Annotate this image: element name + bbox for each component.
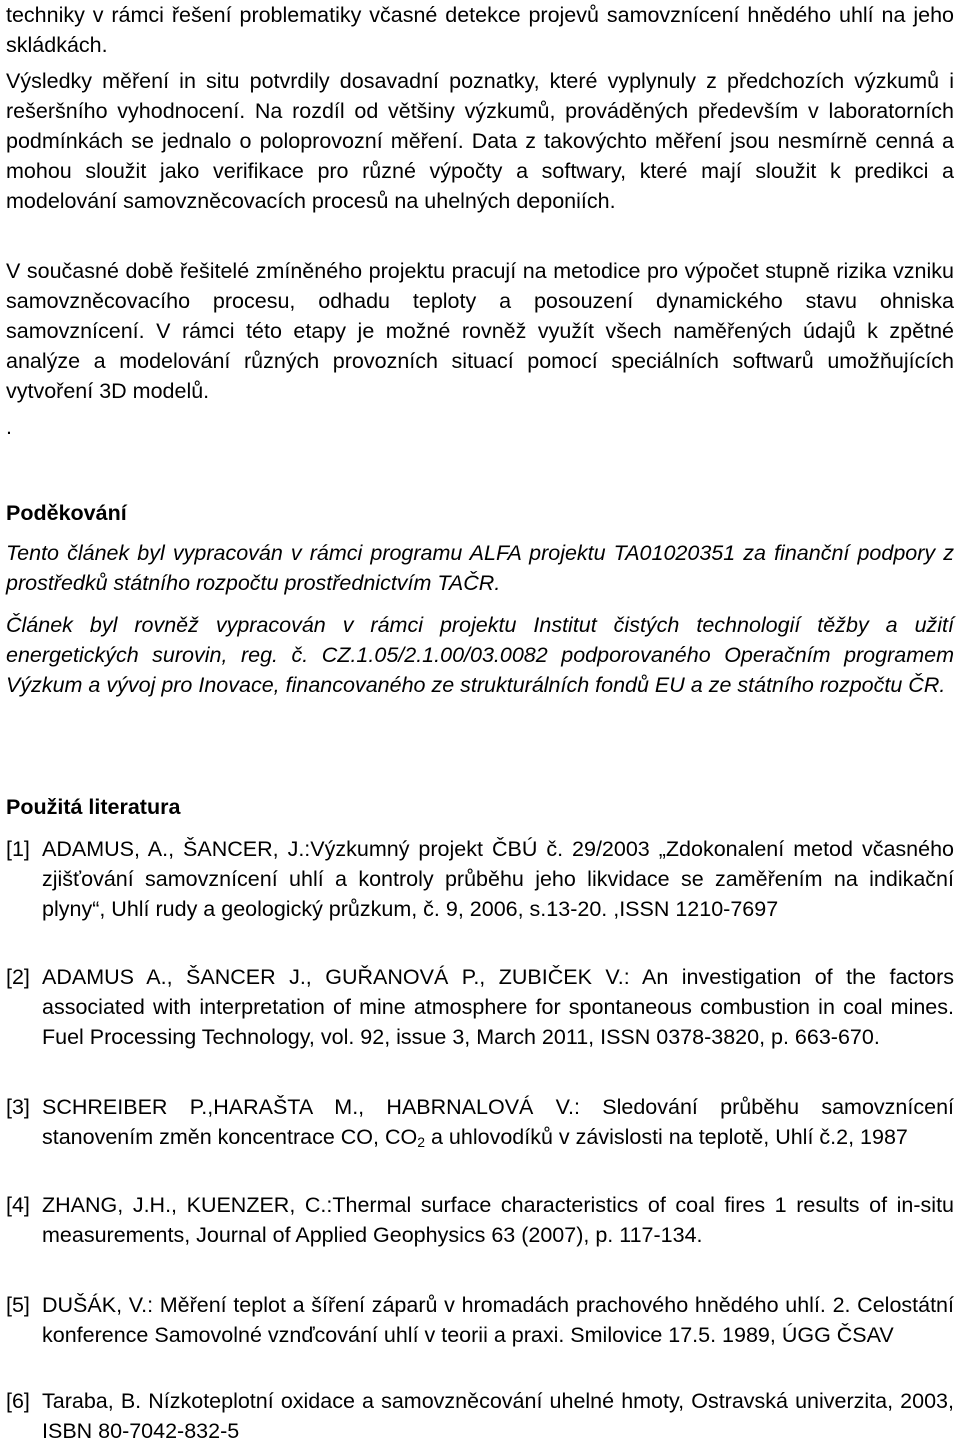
reference-number: [3] [6, 1095, 30, 1119]
reference-text: ADAMUS, A., ŠANCER, J.:Výzkumný projekt ČBÚ č. 29/2003 „Zdokonalení metod včasného zjišťování samovznícení uhlí a kontroly průběhu jeho likvidace se zaměřením na indikační plyny“, Uhlí rudy a geologický průzkum, č. 9, 2006, s.13-20. ,ISSN 1210-7697 [42, 837, 954, 921]
reference-item-1 [6, 834, 954, 924]
paragraph-results: Výsledky měření in situ potvrdily dosavadní poznatky, které vyplynuly z předchozích výzkumů i rešeršního vyhodnocení. Na rozdíl od většiny výzkumů, prováděných především v laboratorních podmínkách se jednalo o poloprovozní měření. Data z takovýchto měření jsou nesmírně cenná a mohou sloužit jako verifikace pro různé výpočty a softwary, které mají sloužit k predikci a modelování samovzněcovacích procesů na uhelných deponiích. [6, 69, 954, 213]
reference-number: [4] [6, 1193, 30, 1217]
reference-text: ZHANG, J.H., KUENZER, C.:Thermal surface characteristics of coal fires 1 results of in-situ measurements, Journal of Applied Geophysics 63 (2007), p. 117-134. [42, 1193, 954, 1247]
paragraph-intro-continuation: techniky v rámci řešení problematiky včasné detekce projevů samovznícení hnědého uhlí na jeho skládkách. [6, 3, 954, 57]
reference-text [42, 1092, 954, 1157]
reference-number: [5] [6, 1293, 30, 1317]
subscript-2: 2 [417, 1134, 426, 1150]
reference-item-4 [6, 1190, 954, 1250]
reference-item-6 [6, 1386, 954, 1446]
reference-text: ADAMUS A., ŠANCER J., GUŘANOVÁ P., ZUBIČEK V.: An investigation of the factors associated with interpretation of mine atmosphere for spontaneous combustion in coal mines. Fuel Processing Technology, vol. 92, issue 3, March 2011, ISSN 0378-3820, p. 663-670. [42, 965, 954, 1049]
acknowledgement-heading: Poděkování [6, 501, 127, 525]
reference-text-part: SCHREIBER P.,HARAŠTA M., HABRNALOVÁ V.: Sledování průběhu samovznícení stanovením změn koncentrace CO, CO [42, 1095, 954, 1149]
reference-number: [2] [6, 965, 30, 989]
acknowledgement-paragraph-2: Článek byl rovněž vypracován v rámci projektu Institut čistých technologií těžby a užití energetických surovin, reg. č. CZ.1.05/2.1.00/03.0082 podporovaného Operačním programem Výzkum a vývoj pro Inovace, financovaného ze strukturálních fondů EU a ze státního rozpočtu ČR. [6, 613, 954, 697]
reference-number: [6] [6, 1389, 30, 1413]
reference-text: DUŠÁK, V.: Měření teplot a šíření záparů v hromadách prachového hnědého uhlí. 2. Celostátní konference Samovolné vznďcování uhlí v teorii a praxi. Smilovice 17.5. 1989, ÚGG ČSAV [42, 1293, 954, 1347]
reference-text: Taraba, B. Nízkoteplotní oxidace a samovzněcování uhelné hmoty, Ostravská univerzita, 2003, ISBN 80-7042-832-5 [42, 1389, 954, 1443]
references-heading: Použitá literatura [6, 795, 181, 819]
reference-item-3 [6, 1092, 954, 1157]
stray-dot: . [6, 415, 12, 439]
reference-number: [1] [6, 837, 30, 861]
reference-item-2 [6, 962, 954, 1052]
reference-item-5 [6, 1290, 954, 1350]
reference-text-part: a uhlovodíků v závislosti na teplotě, Uhlí č.2, 1987 [425, 1125, 908, 1149]
acknowledgement-paragraph-1: Tento článek byl vypracován v rámci programu ALFA projektu TA01020351 za finanční podpory z prostředků státního rozpočtu prostřednictvím TAČR. [6, 541, 954, 595]
paragraph-current-work: V současné době řešitelé zmíněného projektu pracují na metodice pro výpočet stupně rizika vzniku samovzněcovacího procesu, odhadu teploty a posouzení dynamického stavu ohniska samovznícení. V rámci této etapy je možné rovněž využít všech naměřených údajů k zpětné analýze a modelování různých provozních situací pomocí speciálních softwarů umožňujících vytvoření 3D modelů. [6, 259, 954, 403]
